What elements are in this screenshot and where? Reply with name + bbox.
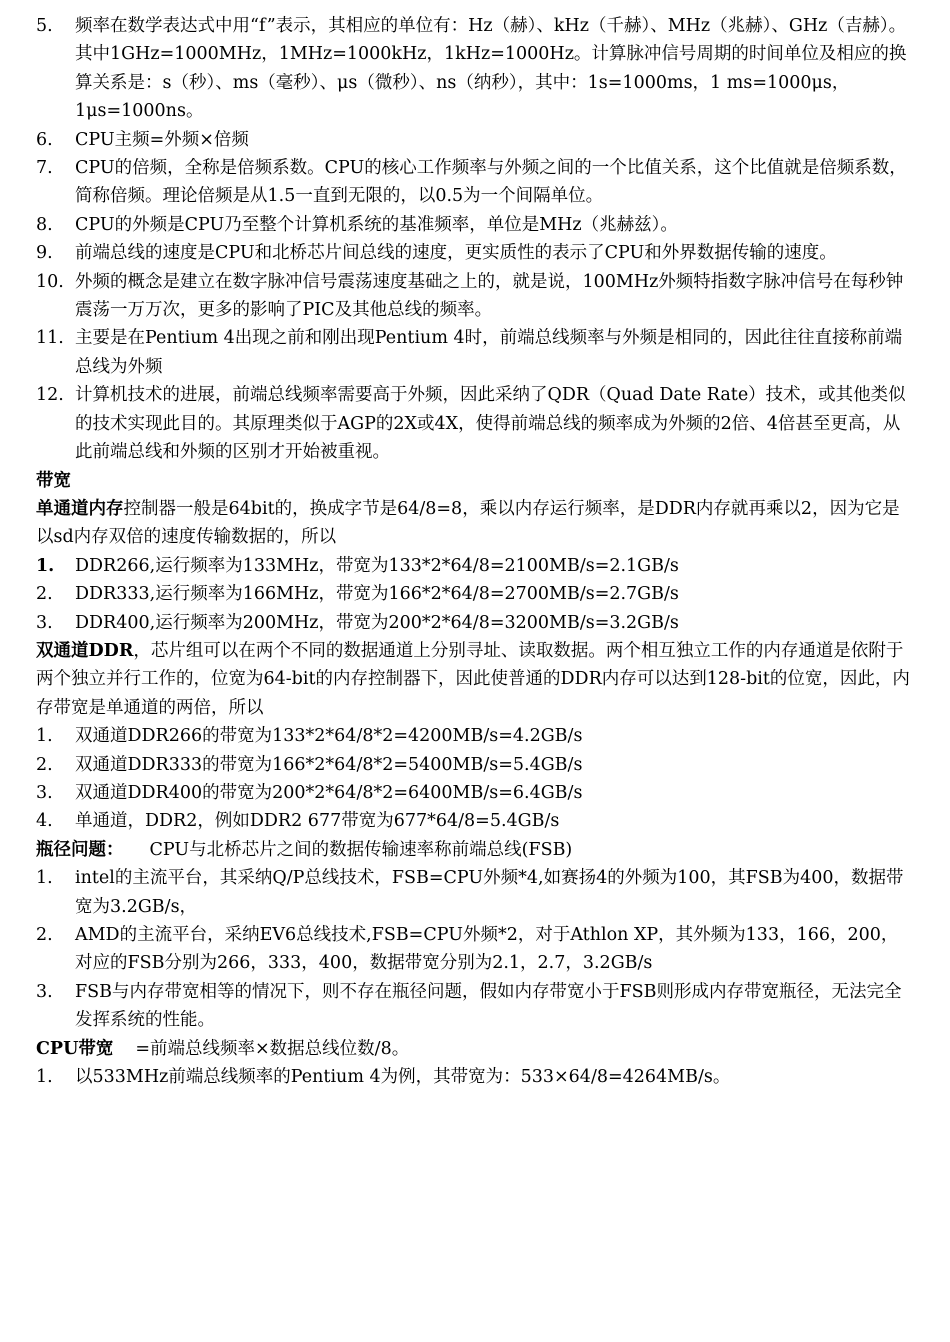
bandwidth-heading: 带宽	[36, 470, 71, 491]
list-item	[36, 12, 912, 126]
frequency-list	[36, 12, 912, 467]
list-item	[36, 609, 912, 637]
list-item	[36, 807, 912, 835]
list-text: DDR333,运行频率为166MHz，带宽为166*2*64/8=2700MB/s=2.7GB/s	[75, 584, 679, 605]
list-item	[36, 268, 912, 325]
list-text: 主要是在Pentium 4出现之前和刚出现Pentium 4时，前端总线频率与外频是相同的，因此往往直接称前端总线为外频	[75, 328, 903, 377]
dual-channel-text: ，芯片组可以在两个不同的数据通道上分别寻址、读取数据。两个相互独立工作的内存通道是依附于两个独立并行工作的，位宽为64-bit的内存控制器下，因此使普通的DDR内存可以达到128-bit的位宽，因此，内存带宽是单通道的两倍，所以	[36, 640, 910, 718]
list-number: 9.	[36, 243, 53, 264]
single-channel-lead: 单通道内存	[36, 498, 124, 519]
list-text: FSB与内存带宽相等的情况下，则不存在瓶径问题，假如内存带宽小于FSB则形成内存带宽瓶径，无法完全发挥系统的性能。	[75, 981, 902, 1031]
cpu-bandwidth-text: =前端总线频率×数据总线位数/8。	[135, 1038, 410, 1059]
list-text: 单通道，DDR2，例如DDR2 677带宽为677*64/8=5.4GB/s	[75, 811, 560, 832]
list-text: AMD的主流平台，采纳EV6总线技术,FSB=CPU外频*2，对于Athlon XP，其外频为133，166，200，对应的FSB分别为266，333，400，数据带宽分别为2.1，2.7，3.2GB/s	[75, 925, 899, 974]
list-item	[36, 239, 912, 267]
list-number: 6.	[36, 129, 53, 150]
list-number: 2.	[36, 925, 53, 945]
list-number: 3.	[36, 782, 53, 803]
list-text: CPU的倍频，全称是倍频系数。CPU的核心工作频率与外频之间的一个比值关系，这个比值就是倍频系数，简称倍频。理论倍频是从1.5一直到无限的，以0.5为一个间隔单位。	[75, 158, 907, 207]
single-channel-list	[36, 552, 912, 637]
bottleneck-list	[36, 864, 912, 1034]
cpu-bandwidth-paragraph	[36, 1035, 912, 1063]
list-item	[36, 751, 912, 779]
list-text: 频率在数学表达式中用“f”表示，其相应的单位有：Hz（赫）、kHz（千赫）、MHz（兆赫）、GHz（吉赫）。其中1GHz=1000MHz，1MHz=1000kHz，1kHz=1000Hz。计算脉冲信号周期的时间单位及相应的换算关系是：s（秒）、ms（毫秒）、μs（微秒）、ns（纳秒），其中：1s=1000ms，1 ms=1000μs，1μs=1000ns。	[75, 16, 907, 122]
list-text: CPU的外频是CPU乃至整个计算机系统的基准频率，单位是MHz（兆赫兹）。	[75, 214, 678, 235]
document-page	[36, 12, 912, 1091]
bottleneck-text: CPU与北桥芯片之间的数据传输速率称前端总线(FSB)	[149, 839, 573, 860]
cpu-bandwidth-lead: CPU带宽	[36, 1038, 114, 1059]
list-item	[36, 580, 912, 608]
list-text: 双通道DDR266的带宽为133*2*64/8*2=4200MB/s=4.2GB/s	[75, 726, 583, 747]
list-number: 1.	[36, 868, 53, 889]
list-item	[36, 921, 912, 978]
list-text: DDR266,运行频率为133MHz，带宽为133*2*64/8=2100MB/s=2.1GB/s	[75, 555, 679, 576]
list-text: intel的主流平台，其采纳Q/P总线技术，FSB=CPU外频*4,如赛扬4的外频为100，其FSB为400，数据带宽为3.2GB/s，	[75, 868, 904, 917]
list-number: 1.	[36, 726, 53, 747]
list-text: 双通道DDR400的带宽为200*2*64/8*2=6400MB/s=6.4GB/s	[75, 782, 583, 803]
list-item	[36, 779, 912, 807]
list-item	[36, 324, 912, 381]
list-number: 3.	[36, 612, 53, 633]
list-number: 2.	[36, 584, 53, 605]
single-channel-text: 控制器一般是64bit的，换成字节是64/8=8，乘以内存运行频率，是DDR内存就再乘以2，因为它是以sd内存双倍的速度传输数据的，所以	[36, 498, 900, 548]
list-number: 1.	[36, 1067, 53, 1088]
dual-channel-list	[36, 722, 912, 836]
list-item	[36, 978, 912, 1035]
list-text: 以533MHz前端总线频率的Pentium 4为例，其带宽为：533×64/8=4264MB/s。	[75, 1067, 731, 1088]
list-number: 1.	[36, 555, 55, 576]
dual-channel-paragraph	[36, 637, 912, 722]
list-item	[36, 864, 912, 921]
list-item	[36, 381, 912, 466]
dual-channel-lead: 双通道DDR	[36, 640, 134, 661]
list-text: 双通道DDR333的带宽为166*2*64/8*2=5400MB/s=5.4GB/s	[75, 754, 583, 775]
list-text: DDR400,运行频率为200MHz，带宽为200*2*64/8=3200MB/s=3.2GB/s	[75, 612, 679, 633]
single-channel-paragraph	[36, 495, 912, 552]
list-item	[36, 1063, 912, 1091]
list-number: 3.	[36, 981, 53, 1002]
list-number: 12.	[36, 385, 64, 406]
list-item	[36, 722, 912, 750]
list-number: 8.	[36, 214, 53, 235]
list-text: 计算机技术的进展，前端总线频率需要高于外频，因此采纳了QDR（Quad Date Rate）技术，或其他类似的技术实现此目的。其原理类似于AGP的2X或4X，使得前端总线的频率成为外频的2倍、4倍甚至更高，从此前端总线和外频的区别才开始被重视。	[75, 385, 906, 463]
list-item	[36, 211, 912, 239]
list-text: 外频的概念是建立在数字脉冲信号震荡速度基础之上的，就是说，100MHz外频特指数字脉冲信号在每秒钟震荡一万万次，更多的影响了PIC及其他总线的频率。	[75, 271, 904, 321]
list-number: 5.	[36, 16, 53, 36]
list-number: 11.	[36, 328, 64, 349]
list-number: 2.	[36, 754, 53, 775]
list-number: 10.	[36, 271, 64, 292]
bottleneck-paragraph	[36, 836, 912, 864]
list-item	[36, 552, 912, 580]
list-text: 前端总线的速度是CPU和北桥芯片间总线的速度，更实质性的表示了CPU和外界数据传输的速度。	[75, 243, 837, 264]
list-item	[36, 126, 912, 154]
cpu-bandwidth-list	[36, 1063, 912, 1091]
list-item	[36, 154, 912, 211]
list-number: 4.	[36, 811, 53, 832]
list-text: CPU主频=外频×倍频	[75, 129, 249, 150]
list-number: 7.	[36, 158, 53, 179]
bottleneck-lead: 瓶径问题：	[36, 839, 124, 860]
